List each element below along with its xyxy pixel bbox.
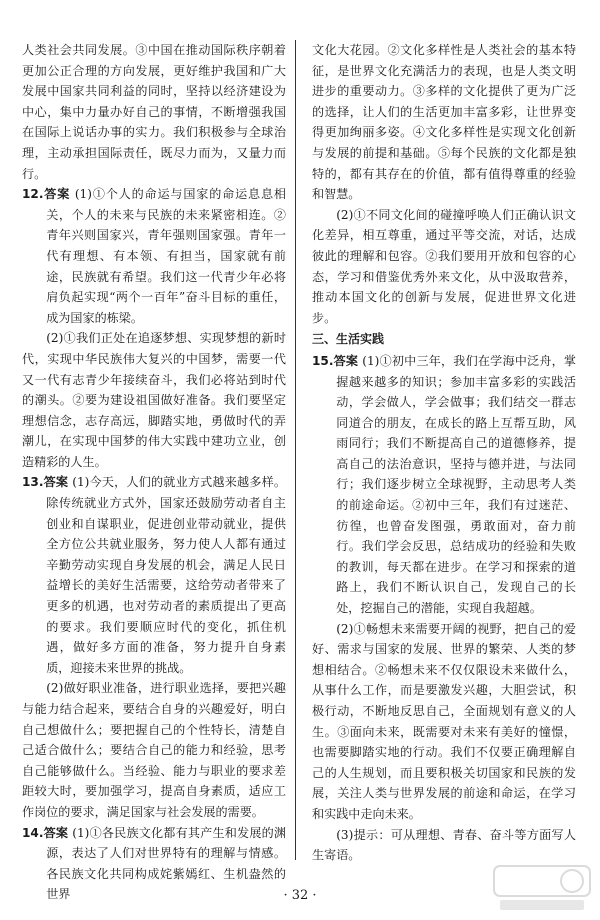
answer-text: (1)①各民族文化都有其产生和发展的渊源，表达了人们对世界特有的理解与情感。各民族文化共同构成姹紫嫣红、生机盎然的世界 <box>46 825 286 902</box>
answer-label: 答案 <box>43 187 71 202</box>
page-number: · 32 · <box>283 888 317 903</box>
answer-13 <box>22 472 286 678</box>
answer-15 <box>312 351 576 619</box>
answer-label: 答案 <box>43 825 69 840</box>
answer-12 <box>22 184 286 328</box>
answer-text: (1)①个人的命运与国家的命运息息相关，个人的未来与民族的未来紧密相连。②青年兴则国家兴，青年强则国家强。青年一代有理想、有本领、有担当，国家就有前途，民族就有希望。我们这一代青少年必将肩负起实现“两个一百年”奋斗目标的重任，成为国家的栋梁。 <box>46 187 286 325</box>
paragraph: (3)提示：可从理想、青春、奋斗等方面写人生寄语。 <box>312 827 576 863</box>
answer-text: (1)①初中三年，我们在学海中泛舟，掌握越来越多的知识；参加丰富多彩的实践活动，学会做人，学会做事；我们结交一群志同道合的朋友，在成长的路上互帮互助，风雨同行；我们不断提高自己的道德修养，提高自己的法治意识，坚持与德并进，与法同行；我们逐步树立全球视野，主动思考人类的前途命运。②初中三年，我们有过迷茫、彷徨，也曾奋发图强，勇敢面对，奋力前行。我们学会反思，总结成功的经验和失败的教训，每天都在进步。在学习和探索的道路上，我们不断认识自己，发现自己的长处，挖掘自己的潜能，实现自我超越。 <box>336 353 576 616</box>
question-number: 14. <box>22 825 44 840</box>
paragraph: 文化大花园。②文化多样性是人类社会的基本特征，是世界文化充满活力的表现，也是人类文明进步的重要动力。③多样的文化提供了更为广泛的选择，让人们的生活更加丰富多彩，让世界变得更加绚丽多姿。④文化多样性是实现文化创新与发展的前提和基础。⑤每个民族的文化都是独特的，都有其存在的价值，都有值得尊重的经验和智慧。 <box>312 43 576 202</box>
paragraph: (2)①我们正处在追逐梦想、实现梦想的新时代，实现中华民族伟大复兴的中国梦，需要一代又一代有志青少年接续奋斗，我们必将站到时代的潮头。②要为建设祖国做好准备。我们要坚定理想信念，志存高远，脚踏实地，勇做时代的弄潮儿，在实现中国梦的伟大实践中建功立业，创造精彩的人生。 <box>22 331 286 469</box>
paragraph: 人类社会共同发展。③中国在推动国际秩序朝着更加公正合理的方向发展，更好维护我国和广大发展中国家共同利益的同时，坚持以经济建设为中心，集中力量办好自己的事情，不断增强我国在国际上说话办事的实力。我们积极参与全球治理，主动承担国际责任，既尽力而为，又量力而行。 <box>22 43 286 181</box>
left-column <box>22 40 286 905</box>
watermark-logo <box>492 864 592 914</box>
section-heading: 三、生活实践 <box>312 332 385 347</box>
paragraph: (2)①不同文化间的碰撞呼唤人们正确认识文化差异，相互尊重，通过平等交流，对话，达成彼此的理解和包容。②我们要用开放和包容的心态，学习和借鉴优秀外来文化，从中汲取营养，推动本国文化的创新与发展，促进世界文化进步。 <box>312 207 576 325</box>
question-number: 12. <box>22 187 44 202</box>
paragraph: (2)①畅想未来需要开阔的视野，把自己的爱好、需求与国家的发展、世界的繁荣、人类的梦想相结合。②畅想未来不仅仅限设未来做什么，从事什么工作，而是要激发兴趣，大胆尝试，积极行动，不断地反思自己，全面规划有意义的人生。③面向未来，既需要对未来有美好的憧憬，也需要脚踏实地的行动。我们不仅要正确理解自己的人生规划，而且要积极关切国家和民族的发展，关注人类与世界发展的前途和命运，在学习和实践中走向未来。 <box>312 621 576 821</box>
answer-label: 答案 <box>43 475 69 490</box>
answer-label: 答案 <box>333 353 359 368</box>
column-divider <box>295 40 296 860</box>
question-number: 13. <box>22 475 44 490</box>
question-number: 15. <box>312 353 334 368</box>
right-column <box>312 40 576 866</box>
paragraph: (2)做好职业准备，进行职业选择，要把兴趣与能力结合起来，要结合自身的兴趣爱好，明白自己想做什么；要把握自己的个性特长，清楚自己适合做什么；要结合自己的能力和经验，思考自己能够做什么。当经验、能力与职业的要求差距较大时，要加强学习，提高自身素质，适应工作岗位的要求，满足国家与社会发展的需要。 <box>22 681 286 819</box>
answer-text: (1)今天，人们的就业方式越来越多样。除传统就业方式外，国家还鼓励劳动者自主创业和自谋职业，促进创业带动就业，提供全方位公共就业服务，努力使人人都有通过辛勤劳动实现自身发展的机会，满足人民日益增长的美好生活需要，这给劳动者带来了更多的机遇，也对劳动者的素质提出了更高的要求。我们要顺应时代的变化，抓住机遇，做好多方面的准备，努力提升自身素质，迎接未来世界的挑战。 <box>46 475 286 675</box>
